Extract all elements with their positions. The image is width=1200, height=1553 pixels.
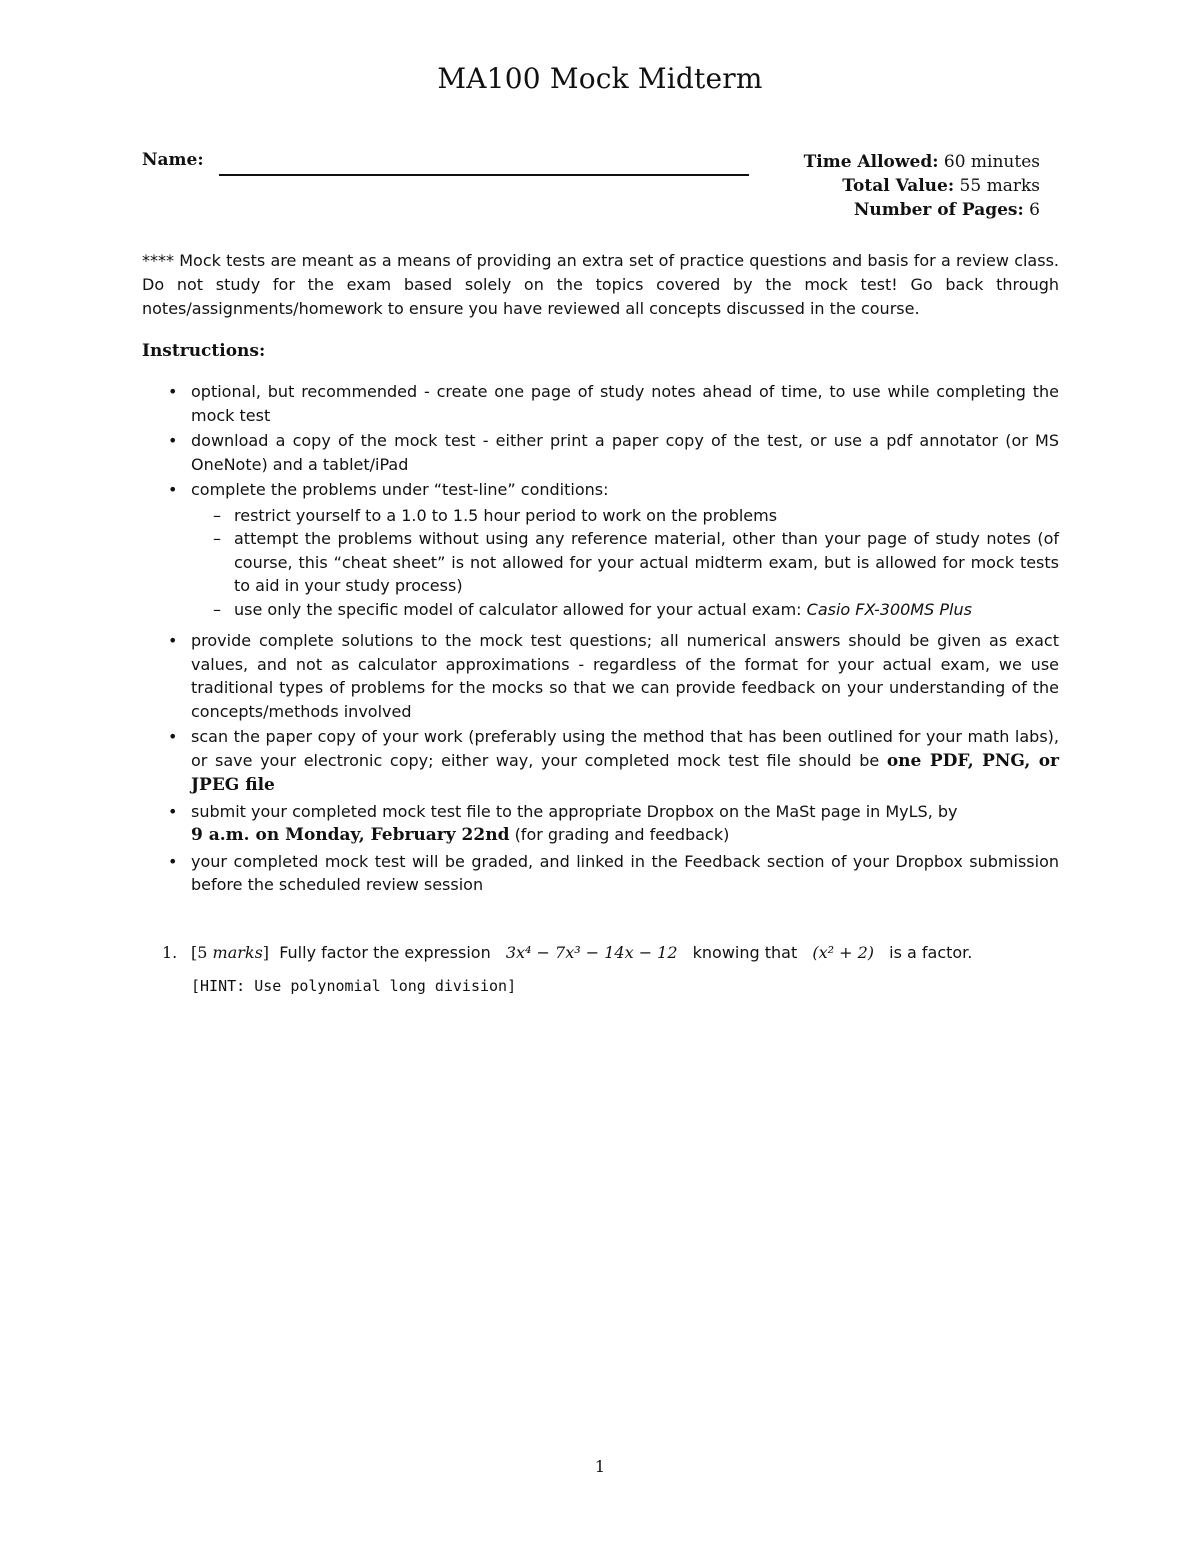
instruction-item	[142, 725, 1059, 798]
number-of-pages-value: 6	[1029, 200, 1040, 220]
instruction-text: provide complete solutions to the mock test questions; all numerical answers should be given as exact values, and not as calculator approximations - regardless of the format for your actual exam, we use traditional types of problems for the mocks so that we can provide feedback on your understanding of the concepts/methods involved	[191, 631, 1059, 721]
total-value-label: Total Value:	[842, 176, 955, 196]
name-field-line	[219, 174, 749, 176]
instruction-item	[142, 380, 1059, 427]
question-body	[191, 941, 1061, 965]
instruction-text: download a copy of the mock test - either print a paper copy of the test, or use a pdf annotator (or MS OneNote) and a tablet/iPad	[191, 431, 1059, 474]
condition-item	[191, 598, 1059, 622]
condition-text: attempt the problems without using any reference material, other than your page of study notes (of course, this “cheat sheet” is not allowed for your actual midterm exam, but is allowed for mock tests to aid in your study process)	[234, 529, 1059, 595]
time-allowed-value: 60 minutes	[943, 152, 1040, 172]
calculator-model: Casio FX-300MS Plus	[806, 599, 972, 619]
total-value-row	[804, 174, 1040, 198]
time-allowed-row	[804, 150, 1040, 174]
name-label: Name:	[142, 150, 204, 170]
marks-close: ]	[262, 943, 270, 962]
instructions-heading: Instructions:	[142, 341, 266, 361]
given-factor: (x² + 2)	[812, 943, 875, 962]
instruction-item	[142, 429, 1059, 476]
instruction-item	[142, 800, 1059, 848]
page-title: MA100 Mock Midterm	[437, 62, 763, 95]
condition-item	[191, 504, 1059, 528]
time-allowed-label: Time Allowed:	[803, 152, 939, 172]
question-suffix: is a factor.	[889, 943, 973, 962]
question-text: Fully factor the expression	[279, 943, 491, 962]
question-hint: [HINT: Use polynomial long division]	[191, 977, 517, 995]
instruction-text: your completed mock test will be graded, and linked in the Feedback section of your Dropbox submission before the scheduled review session	[191, 851, 1059, 894]
condition-text: restrict yourself to a 1.0 to 1.5 hour period to work on the problems	[234, 505, 778, 525]
test-line-conditions-list	[191, 504, 1059, 622]
instruction-text: optional, but recommended - create one page of study notes ahead of time, to use while completing the mock test	[191, 382, 1059, 425]
question-number: 1.	[162, 943, 178, 962]
instruction-text: submit your completed mock test file to the appropriate Dropbox on the MaSt page in MyLS, by	[191, 801, 958, 821]
exam-meta	[804, 150, 1040, 222]
number-of-pages-label: Number of Pages:	[853, 200, 1024, 220]
deadline-suffix: (for grading and feedback)	[514, 825, 730, 844]
number-of-pages-row	[804, 198, 1040, 222]
knowing-text: knowing that	[692, 943, 798, 962]
page-number: 1	[594, 1457, 606, 1476]
polynomial-expression: 3x⁴ − 7x³ − 14x − 12	[505, 943, 678, 962]
condition-text: use only the specific model of calculator allowed for your actual exam:	[234, 599, 802, 619]
file-format-emphasis: one PDF, PNG, or JPEG file	[191, 750, 1060, 795]
instruction-item	[142, 850, 1059, 897]
marks-open: [5	[191, 943, 213, 962]
instruction-text: complete the problems under “test-line” conditions:	[191, 480, 609, 499]
total-value-value: 55 marks	[959, 176, 1040, 196]
instructions-list	[142, 380, 1059, 899]
instruction-item	[142, 629, 1059, 723]
instruction-item	[142, 478, 1059, 621]
condition-item	[191, 527, 1059, 598]
marks-word: marks	[212, 943, 263, 962]
mock-test-notice: **** Mock tests are meant as a means of providing an extra set of practice questions and basis for a review class. Do not study for the exam based solely on the topics covered by the mock test! Go back through notes/assignments/homework to ensure you have reviewed all concepts discussed in the course.	[142, 251, 1059, 318]
submission-deadline: 9 a.m. on Monday, February 22nd	[191, 825, 510, 845]
instruction-text: scan the paper copy of your work (preferably using the method that has been outlined for your math labs), or save your electronic copy; either way, your completed mock test file should be	[191, 727, 1059, 770]
